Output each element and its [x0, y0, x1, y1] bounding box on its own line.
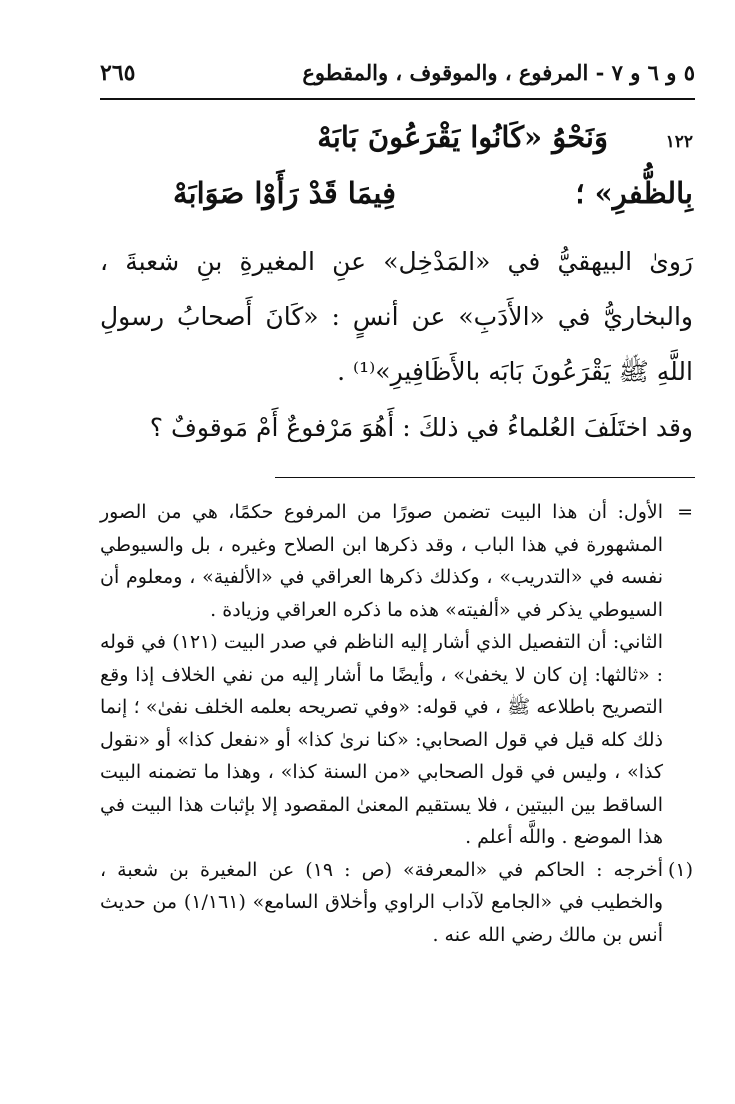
- verse-second-line-start: بِالظُّفرِ» ؛: [575, 176, 693, 210]
- footnotes: [100, 496, 693, 951]
- continuation-marker: =: [677, 501, 693, 523]
- verse-second-hemistich: فِيمَا قَدْ رَأَوْا صَوَابَهْ: [173, 176, 396, 210]
- footnote-1: [100, 854, 693, 952]
- footnote-point-two-block: [100, 626, 693, 854]
- footnote-point-two: الثاني: أن التفصيل الذي أشار إليه الناظم في صدر البيت (١٢١) في قوله : «ثالثها: إن كان لا يخفىٰ» ، وأيضًا ما أشار إليه من نفي الخلاف إذا وقع التصريح باطلاعه ﷺ ، في قوله: «وفي تصريحه بعلمه الخلف نفىٰ» ؛ إنما ذلك كله قيل في قول الصحابي: «كنا نرىٰ كذا» أو «نفعل كذا» أو «نقول كذا» ، وليس في قول الصحابي «من السنة كذا» ، وهذا ما تضمنه البيت الساقط بين البيتين ، فلا يستقيم المعنىٰ المقصود إلا بإثبات هذا البيت في هذا الموضع . واللَّه أعلم .: [100, 631, 663, 848]
- verse-first-hemistich: وَنَحْوُ «كَانُوا يَقْرَعُونَ بَابَهْ: [317, 120, 608, 154]
- commentary-paragraph: رَوىٰ البيهقيُّ في «المَدْخِل» عنِ المغيرةِ بنِ شعبةَ ، والبخاريُّ في «الأَدَبِ» عن أنسٍ : «كَانَ أَصحابُ رسولِ اللَّهِ ﷺ يَقْرَعُونَ بَابَه بالأَظَافِيرِ»⁽¹⁾ .: [100, 247, 693, 386]
- running-title: ٥ و ٦ و ٧ - المرفوع ، والموقوف ، والمقطوع: [302, 60, 695, 85]
- footnote-separator: [275, 477, 695, 478]
- page-number: ٢٦٥: [100, 60, 136, 86]
- verse-line-1: [93, 120, 693, 170]
- footnote-continued: [100, 496, 693, 626]
- footnote-point-one: الأول: أن هذا البيت تضمن صورًا من المرفوع حكمًا، هي من الصور المشهورة في هذا الباب ، وقد ذكرها ابن الصلاح وغيره ، بل والسيوطي نفسه في «التدريب» ، وكذلك ذكرها العراقي في «الألفية» ، ومعلوم أن السيوطي يذكر في «ألفيته» هذه ما ذكره العراقي وزيادة .: [100, 501, 663, 621]
- verse-number: ١٢٢: [665, 132, 693, 152]
- commentary-question: وقد اختَلَفَ العُلماءُ في ذلكَ : أَهُوَ مَرْفوعٌ أَمْ مَوقوفٌ ؟: [149, 413, 693, 442]
- footnote-1-marker: (١): [667, 858, 693, 881]
- verse-line-2: [93, 176, 693, 226]
- footnote-1-text: أخرجه : الحاكم في «المعرفة» (ص : ١٩) عن المغيرة بن شعبة ، والخطيب في «الجامع لآداب الراوي وأخلاق السامع» (١/١٦١) من حديث أنس بن مالك رضي الله عنه .: [100, 858, 664, 946]
- page-header: [100, 58, 695, 100]
